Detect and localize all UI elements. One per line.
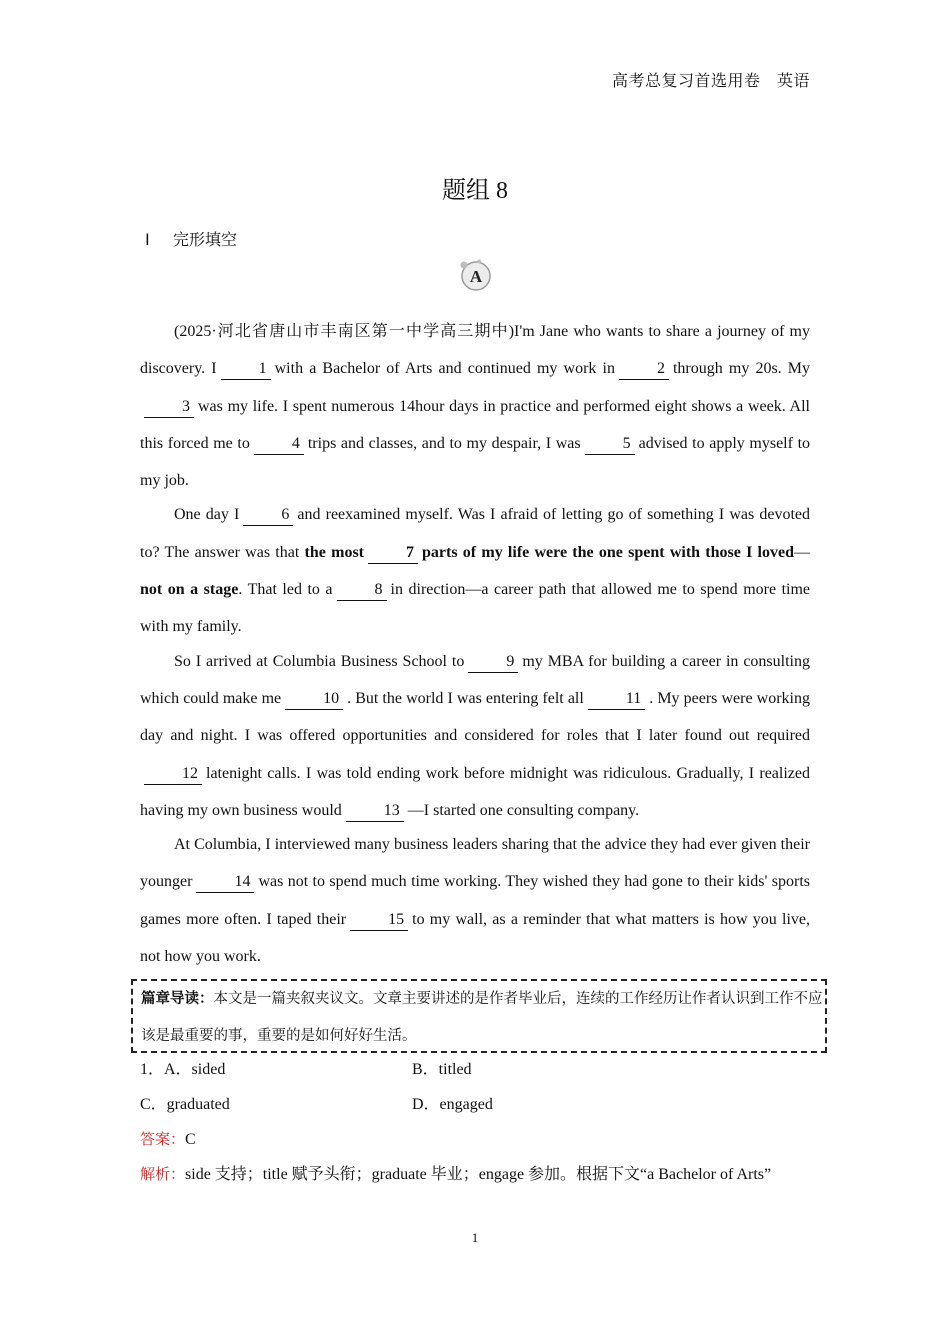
- text-run: At Columbia, I interviewed many business leaders sharing that the advice they had ever given their younger: [140, 836, 810, 891]
- text-run: through my 20s. My: [672, 360, 811, 378]
- cloze-article: [140, 313, 810, 972]
- text-run: was my life. I spent numerous 14hour days in practice and performed eight shows a week. All this forced me to: [140, 397, 810, 452]
- article-paragraph-3: [140, 643, 810, 829]
- analysis-line: [140, 1157, 820, 1192]
- blank-10: 10: [285, 689, 343, 710]
- blank-8: 8: [337, 580, 387, 601]
- section-heading: [145, 227, 237, 250]
- bold-text-run: not on a stage: [140, 581, 239, 599]
- answer-value: C: [185, 1131, 196, 1148]
- guide-text: 本文是一篇夹叙夹议文。文章主要讲述的是作者毕业后，连续的工作经历让作者认识到工作不应该是最重要的事，重要的是如何好好生活。: [141, 991, 823, 1044]
- article-paragraph-1: [140, 313, 810, 499]
- page-title: 题组 8: [442, 178, 508, 204]
- text-run: —I started one consulting company.: [407, 801, 640, 819]
- section-name: 完形填空: [173, 230, 238, 249]
- blank-2: 2: [619, 359, 669, 380]
- text-run: latenight calls. I was told ending work before midnight was ridiculous. Gradually, I realized having my own business would: [140, 764, 810, 819]
- blank-15: 15: [350, 910, 408, 931]
- options-row: [140, 1052, 810, 1087]
- blank-5: 5: [585, 434, 635, 455]
- blank-7: 7: [368, 543, 418, 564]
- text-run: One day I: [174, 506, 240, 524]
- text-run: . My peers were working day and night. I was offered opportunities and considered for roles that I later found out required: [140, 689, 810, 745]
- text-run: trips and classes, and to my despair, I was: [307, 434, 581, 452]
- bold-text-run: parts of my life were the one spent with those I loved: [422, 543, 794, 561]
- answer-label: 答案：: [140, 1130, 186, 1148]
- header-book-title: 高考总复习首选用卷 英语: [611, 73, 810, 90]
- question-1-options: [140, 1052, 810, 1122]
- article-paragraph-4: [140, 826, 810, 975]
- text-run: So I arrived at Columbia Business School to: [174, 652, 465, 670]
- text-run: to my wall, as a reminder that what matters is how you live, not how you work.: [140, 910, 811, 966]
- text-run: in direction—a career path that allowed me to spend more time with my family.: [140, 581, 811, 636]
- blank-12: 12: [144, 764, 202, 785]
- option-a: 1．A．sided: [140, 1061, 226, 1078]
- article-paragraph-2: [140, 496, 810, 645]
- answer-line: [140, 1122, 196, 1157]
- blank-9: 9: [468, 652, 518, 673]
- blank-1: 1: [221, 359, 271, 380]
- analysis-label: 解析：: [140, 1165, 186, 1183]
- badge-label: A: [469, 267, 483, 286]
- passage-a-badge-icon: [459, 259, 493, 293]
- option-b: B．titled: [412, 1061, 472, 1078]
- text-run: advised to apply myself to my job.: [140, 434, 811, 490]
- page-number: 1: [471, 1230, 479, 1245]
- option-c: C．graduated: [140, 1096, 230, 1113]
- text-run: with a Bachelor of Arts and continued my work in: [274, 360, 615, 378]
- text-run: —: [794, 543, 810, 561]
- guide-label: 篇章导读：: [141, 991, 214, 1007]
- blank-14: 14: [196, 872, 254, 893]
- option-d: D．engaged: [412, 1096, 493, 1113]
- section-number: Ⅰ: [145, 232, 150, 249]
- bold-text-run: the most: [304, 543, 364, 561]
- text-run: my MBA for building a career in consulting which could make me: [140, 652, 810, 707]
- blank-3: 3: [144, 397, 194, 418]
- analysis-text: side 支持；title 赋予头衔；graduate 毕业；engage 参加。根据下文“a Bachelor of Arts”: [185, 1166, 772, 1183]
- blank-11: 11: [588, 689, 645, 710]
- blank-4: 4: [254, 434, 304, 455]
- text-run: (2025·河北省唐山市丰南区第一中学高三期中)I'm Jane who wants to share a journey of my discovery. I: [140, 323, 810, 378]
- passage-guide-box: [131, 979, 827, 1053]
- text-run: was not to spend much time working. They wished they had gone to their kids' sports games more often. I taped their: [140, 873, 810, 928]
- options-row: [140, 1087, 810, 1122]
- text-run: . That led to a: [238, 581, 333, 599]
- blank-6: 6: [243, 505, 293, 526]
- text-run: and reexamined myself. Was I afraid of letting go of something I was devoted to? The answer was that: [140, 506, 811, 561]
- blank-13: 13: [346, 801, 404, 822]
- text-run: . But the world I was entering felt all: [347, 689, 584, 707]
